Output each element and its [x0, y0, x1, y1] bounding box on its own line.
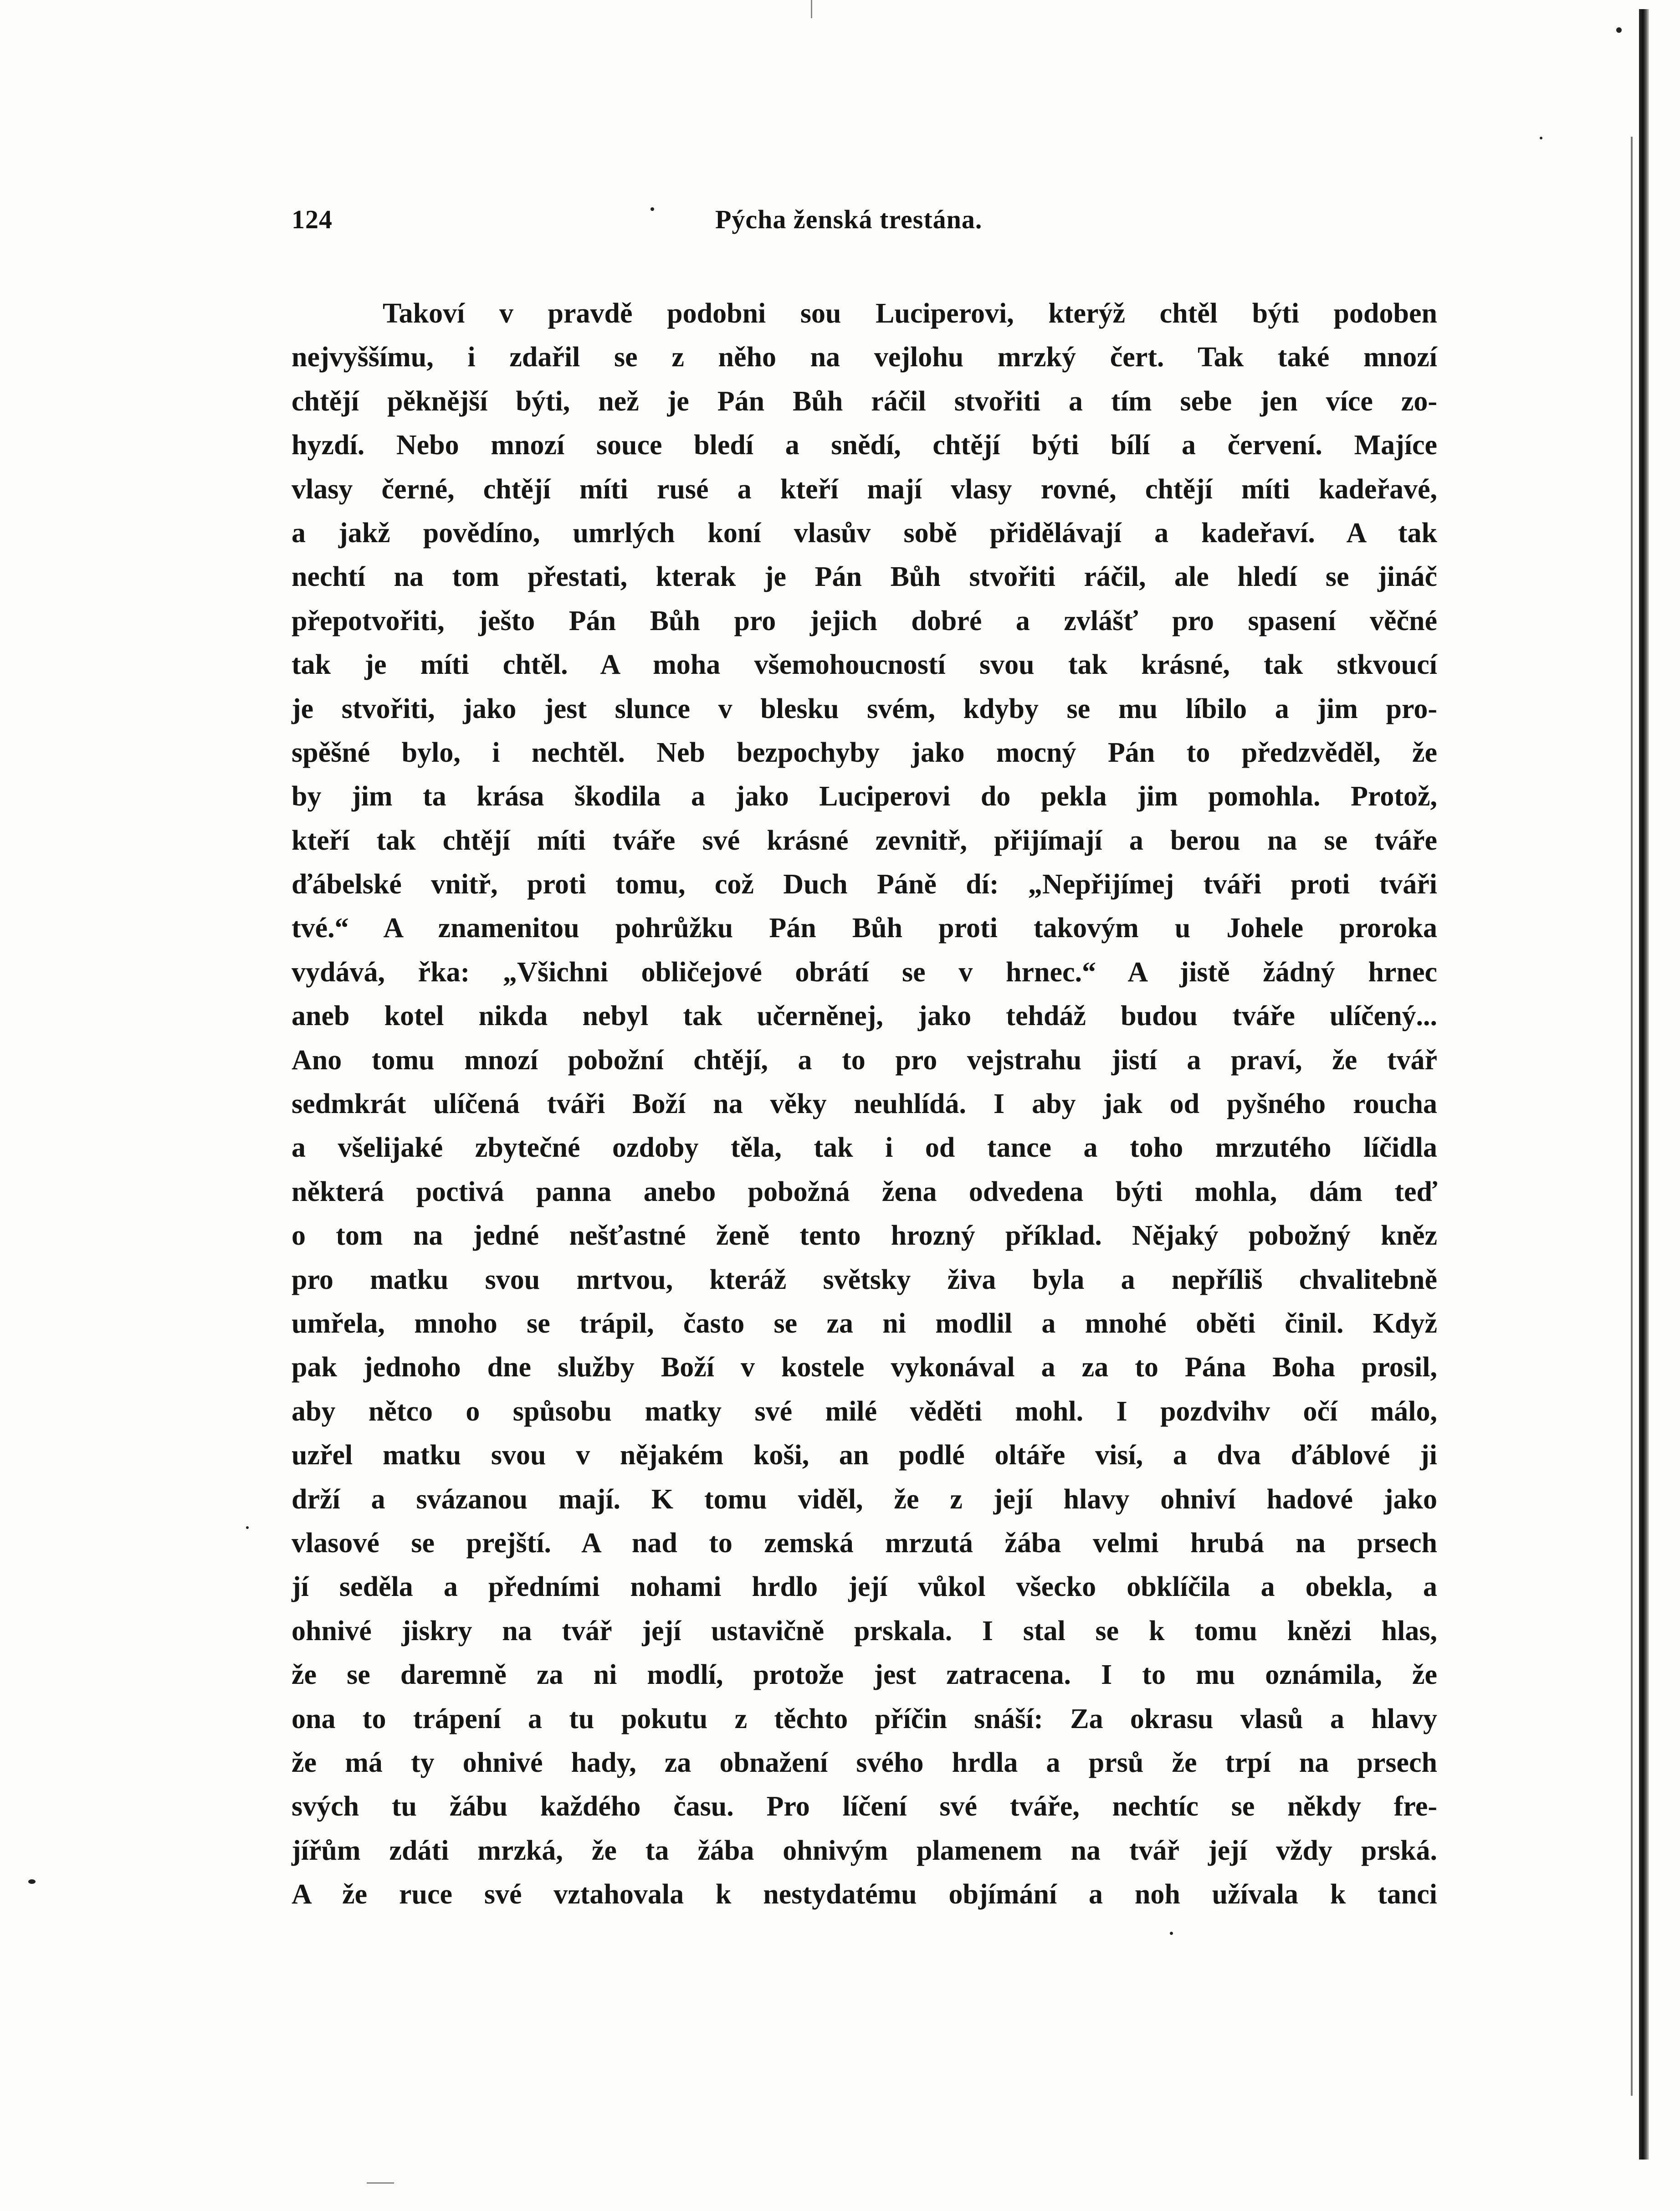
text-line: ohnivé jiskry na tvář její ustavičně prskala. I stal se k tomu knězi hlas, — [292, 1615, 1437, 1647]
scan-speck — [1170, 1932, 1173, 1935]
text-line: nejvyššímu, i zdařil se z něho na vejlohu mrzký čert. Tak také mnozí — [292, 342, 1437, 373]
text-line: je stvořiti, jako jest slunce v blesku svém, kdyby se mu líbilo a jim pro- — [292, 693, 1437, 724]
sheet-edge-shadow — [1639, 9, 1649, 2160]
text-line: a jakž povědíno, umrlých koní vlasův sobě přidělávají a kadeřaví. A tak — [292, 517, 1437, 549]
sheet-edge-line — [1631, 137, 1633, 2096]
text-line: sedmkrát ulíčená tváři Boží na věky neuhlídá. I aby jak od pyšného roucha — [292, 1088, 1437, 1120]
text-line: některá poctivá panna anebo pobožná žena odvedena býti mohla, dám teď — [292, 1176, 1437, 1207]
text-line: drží a svázanou mají. K tomu viděl, že z její hlavy ohniví hadové jako — [292, 1483, 1437, 1515]
text-line: ona to trápení a tu pokutu z těchto příčin snáší: Za okrasu vlasů a hlavy — [292, 1703, 1437, 1734]
text-line: vlasy černé, chtějí míti rusé a kteří mají vlasy rovné, chtějí míti kadeřavé, — [292, 473, 1437, 505]
scan-scratch — [811, 0, 812, 18]
text-line: vlasové se prejští. A nad to zemská mrzutá žába velmi hrubá na prsech — [292, 1527, 1437, 1559]
text-line: ďábelské vnitř, proti tomu, což Duch Páně dí: „Nepřijímej tváři proti tváři — [292, 869, 1437, 900]
text-line: o tom na jedné nešťastné ženě tento hrozný příklad. Nějaký pobožný kněz — [292, 1220, 1437, 1252]
running-title: Pýcha ženská trestána. — [715, 205, 983, 234]
text-line: uzřel matku svou v nějakém koši, an podlé oltáře visí, a dva ďáblové ji — [292, 1440, 1437, 1471]
scan-speck — [1616, 27, 1622, 33]
text-line: Ano tomu mnozí pobožní chtějí, a to pro vejstrahu jistí a praví, že tvář — [292, 1044, 1437, 1076]
text-line: A že ruce své vztahovala k nestydatému objímání a noh užívala k tanci — [292, 1879, 1437, 1910]
scan-speck — [246, 1526, 249, 1529]
scan-speck — [28, 1879, 36, 1884]
scan-scratch — [367, 2182, 394, 2184]
scan-speck — [1540, 137, 1542, 139]
text-line: přepotvořiti, ješto Pán Bůh pro jejich dobré a zvlášť pro spasení věčné — [292, 605, 1437, 636]
text-line: hyzdí. Nebo mnozí souce bledí a snědí, chtějí býti bílí a červení. Majíce — [292, 430, 1437, 461]
text-line: vydává, řka: „Všichni obličejové obrátí se v hrnec.“ A jistě žádný hrnec — [292, 956, 1437, 988]
text-line: Takoví v pravdě podobni sou Luciperovi, kterýž chtěl býti podoben — [383, 298, 1437, 329]
text-line: aby nětco o spůsobu matky své milé věděti mohl. I pozdvihv očí málo, — [292, 1395, 1437, 1427]
text-line: svých tu žábu každého času. Pro líčení své tváře, nechtíc se někdy fre- — [292, 1791, 1437, 1822]
page-number: 124 — [292, 205, 333, 234]
text-line: a všelijaké zbytečné ozdoby těla, tak i od tance a toho mrzutého líčidla — [292, 1132, 1437, 1164]
text-line: aneb kotel nikda nebyl tak učerněnej, jako tehdáž budou tváře ulíčený... — [292, 1000, 1437, 1032]
text-line: by jim ta krása škodila a jako Luciperovi do pekla jim pomohla. Protož, — [292, 781, 1437, 812]
text-line: pak jednoho dne služby Boží v kostele vykonával a za to Pána Boha prosil, — [292, 1352, 1437, 1383]
text-line: jířům zdáti mrzká, že ta žába ohnivým plamenem na tvář její vždy prská. — [292, 1835, 1437, 1866]
text-line: tak je míti chtěl. A moha všemohoucností svou tak krásné, tak stkvoucí — [292, 649, 1437, 681]
body-paragraph — [292, 292, 1437, 1916]
text-line: pro matku svou mrtvou, kteráž světsky živa byla a nepříliš chvalitebně — [292, 1264, 1437, 1295]
text-line: že má ty ohnivé hady, za obnažení svého hrdla a prsů že trpí na prsech — [292, 1747, 1437, 1778]
text-line: umřela, mnoho se trápil, často se za ni modlil a mnohé oběti činil. Když — [292, 1308, 1437, 1339]
text-line: jí seděla a předními nohami hrdlo její vůkol všecko obklíčila a obekla, a — [292, 1571, 1437, 1603]
text-line: kteří tak chtějí míti tváře své krásné zevnitř, přijímají a berou na se tváře — [292, 825, 1437, 856]
running-header — [292, 204, 1485, 245]
text-line: nechtí na tom přestati, kterak je Pán Bůh stvořiti ráčil, ale hledí se jináč — [292, 561, 1437, 593]
text-line: chtějí pěknější býti, než je Pán Bůh ráčil stvořiti a tím sebe jen více zo- — [292, 385, 1437, 417]
text-line: tvé.“ A znamenitou pohrůžku Pán Bůh proti takovým u Johele proroka — [292, 913, 1437, 944]
text-line: že se daremně za ni modlí, protože jest zatracena. I to mu oznámila, že — [292, 1659, 1437, 1691]
text-line: spěšné bylo, i nechtěl. Neb bezpochyby jako mocný Pán to předzvěděl, že — [292, 737, 1437, 768]
